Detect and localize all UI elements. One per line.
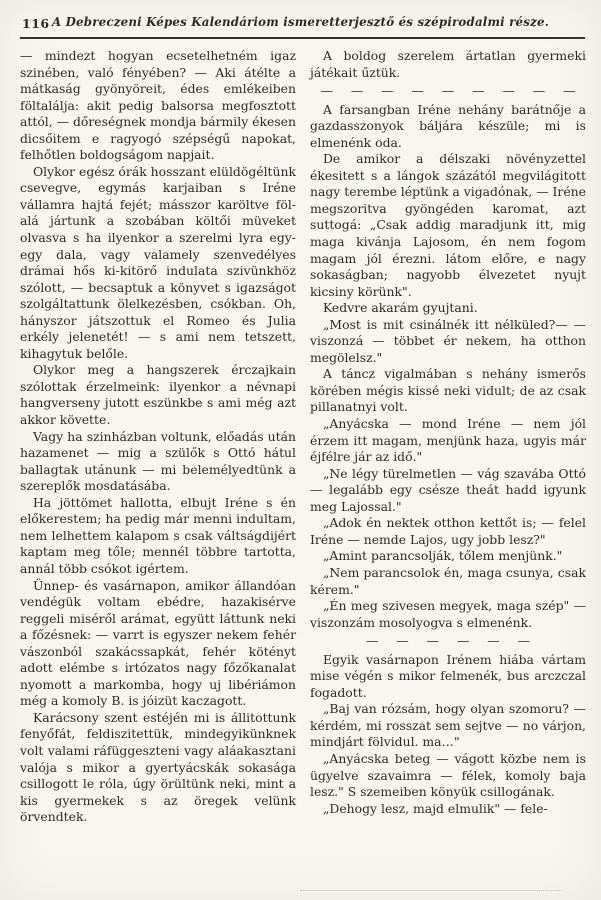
paragraph: A táncz vigalmában s nehány ismerős körében mégis kissé neki vidult; de az csak pillanatnyi volt. <box>310 366 586 415</box>
separator-line: — — — — — — — — — <box>320 83 576 99</box>
paragraph: De amikor a délszaki növényzettel ékesitett s a lángok százától megvilágitott nagy terembe léptünk a vigadónak, — Iréne megszoritva gyöngéden karomat, azt suttogá: „Csak addig maradjunk itt, mig maga kivánja Lajosom, én nem fogom magam jól érezni. látom előre, e nagy sokaságban; nagyobb élvezetet nyujt kicsiny körünk". <box>310 151 586 299</box>
paragraph: „Én meg szivesen megyek, maga szép" — viszonzám mosolyogva s elmenénk. <box>310 598 586 630</box>
left-column <box>20 48 296 826</box>
paragraph: A farsangban Iréne nehány barátnője a gazdasszonyok báljára készüle; mi is elmenénk oda. <box>310 101 586 150</box>
paragraph: „Amint parancsolják, tőlem menjünk." <box>323 548 563 564</box>
text-columns <box>20 48 586 826</box>
running-title: A Debreczeni Képes Kalendáriom ismeretterjesztő és szépirodalmi része. <box>51 15 550 29</box>
scan-artifact-line <box>300 890 562 891</box>
paragraph: „Anyácska — mond Iréne — nem jól érzem itt magam, menjünk haza, ugyis már éjfélre jár az idő." <box>310 416 586 465</box>
paragraph: „Dehogy lesz, majd elmulik" — fele- <box>323 800 548 816</box>
paragraph: Ünnep- és vasárnapon, amikor állandóan vendégük voltam ebédre, hazakisérve reggeli miséről arámat, együtt láttunk neki a főzésnek: — varrt is egyszer nekem fehér vászonból szakácssapkát, fehér kötényt adott elémbe s irtózatos nagy főzőkanalat nyomott a markomba, hogy uj libériámon még a komoly B. is jóizüt kaczagott. <box>20 577 296 709</box>
paragraph: Olykor meg a hangszerek érczajkain szólottak érzelmeink: ilyenkor a névnapi hangverseny jutott eszünkbe s ami még azt akkor követte. <box>20 362 296 428</box>
paragraph: „Nem parancsolok én, maga csunya, csak kérem." <box>310 564 586 597</box>
paragraph: Ha jöttömet hallotta, elbujt Iréne s én előkerestem; ha pedig már menni indultam, nem lelhettem kalapom s csak váltságdijért kaptam meg tőle; mennél többre tartotta, annál több csókot igértem. <box>20 494 296 576</box>
paragraph: „Baj van rózsám, hogy olyan szomoru? — kérdém, mi rosszat sem sejtve — no várjon, mindjárt fölvidul. ma…" <box>310 701 586 750</box>
page-header <box>20 15 581 33</box>
paragraph: Kedvre akarám gyujtani. <box>323 300 478 316</box>
paragraph: Olykor egész órák hosszant elüldögéltünk csevegve, egymás karjaiban s Iréne vállamra hajtá fejét; másszor karöltve föl-alá jártunk a szobában költői müveket olvasva s ha ilyenkor a szerelmi lyra egy-egy dala, vagy valamely szenvedélyes drámai hős ki-kitörő indulata szivünkhöz szólott, — becsaptuk a könyvet s igazságot szolgáltattunk ölelkezésben, csókban. Oh, hányszor játszottuk el Romeo és Julia erkély jelenetét! — s ami nem tetszett, kihagytuk belőle. <box>20 163 296 361</box>
paragraph: Vagy ha szinházban voltunk, előadás után hazamenet — mig a szülők s Ottó hátul ballagtak utánunk — mi belemélyedtünk a szereplők mosdatásába. <box>20 428 296 494</box>
right-column <box>310 48 586 826</box>
paragraph: — mindezt hogyan ecsetelhetném igaz szinében, való fényében? — Aki átélte a mátkaság gyönyöreit, édes emlékeiben föltalálja: akit pedig balsorsa megfosztott attól, — dőreségnek mondja bármily ékesen dicsőitem e ragyogó szépségű napokat, felhőtlen boldogságom napjait. <box>20 48 296 163</box>
paragraph: A boldog szerelem ártatlan gyermeki játékait űztük. <box>310 48 586 80</box>
paragraph: „Most is mit csinálnék itt nélküled?— — viszonzá — többet ér nekem, ha otthon megölelsz." <box>310 316 586 365</box>
page-number: 116 <box>22 16 50 31</box>
paragraph: „Adok én nektek otthon kettőt is; — felel Iréne — nemde Lajos, ugy jobb lesz?" <box>310 515 586 547</box>
paragraph: Egyik vasárnapon Irénem hiába vártam mise végén s mikor felmenék, bus arczczal fogadott. <box>310 651 586 700</box>
separator-line: — — — — — — <box>365 633 531 649</box>
paragraph: Karácsony szent estéjén mi is állitottunk fenyőfát, feldiszitettük, mindegyikünknek volt valami ráfüggeszteni vagy aláakasztani valója s mikor a gyertyácskák sokasága csillogott le róla, úgy örültünk neki, mint a kis gyermekek s az öregek velünk örvendtek. <box>20 709 296 825</box>
header-rule <box>20 37 585 39</box>
paragraph: „Ne légy türelmetlen — vág szavába Ottó — legalább egy csésze theát hadd igyunk meg Lajossal." <box>310 465 586 514</box>
paragraph: „Anyácska beteg — vágott közbe nem is ügyelve szavaimra — félek, komoly baja lesz." S szemeiben könyük csillogának. <box>310 750 586 800</box>
